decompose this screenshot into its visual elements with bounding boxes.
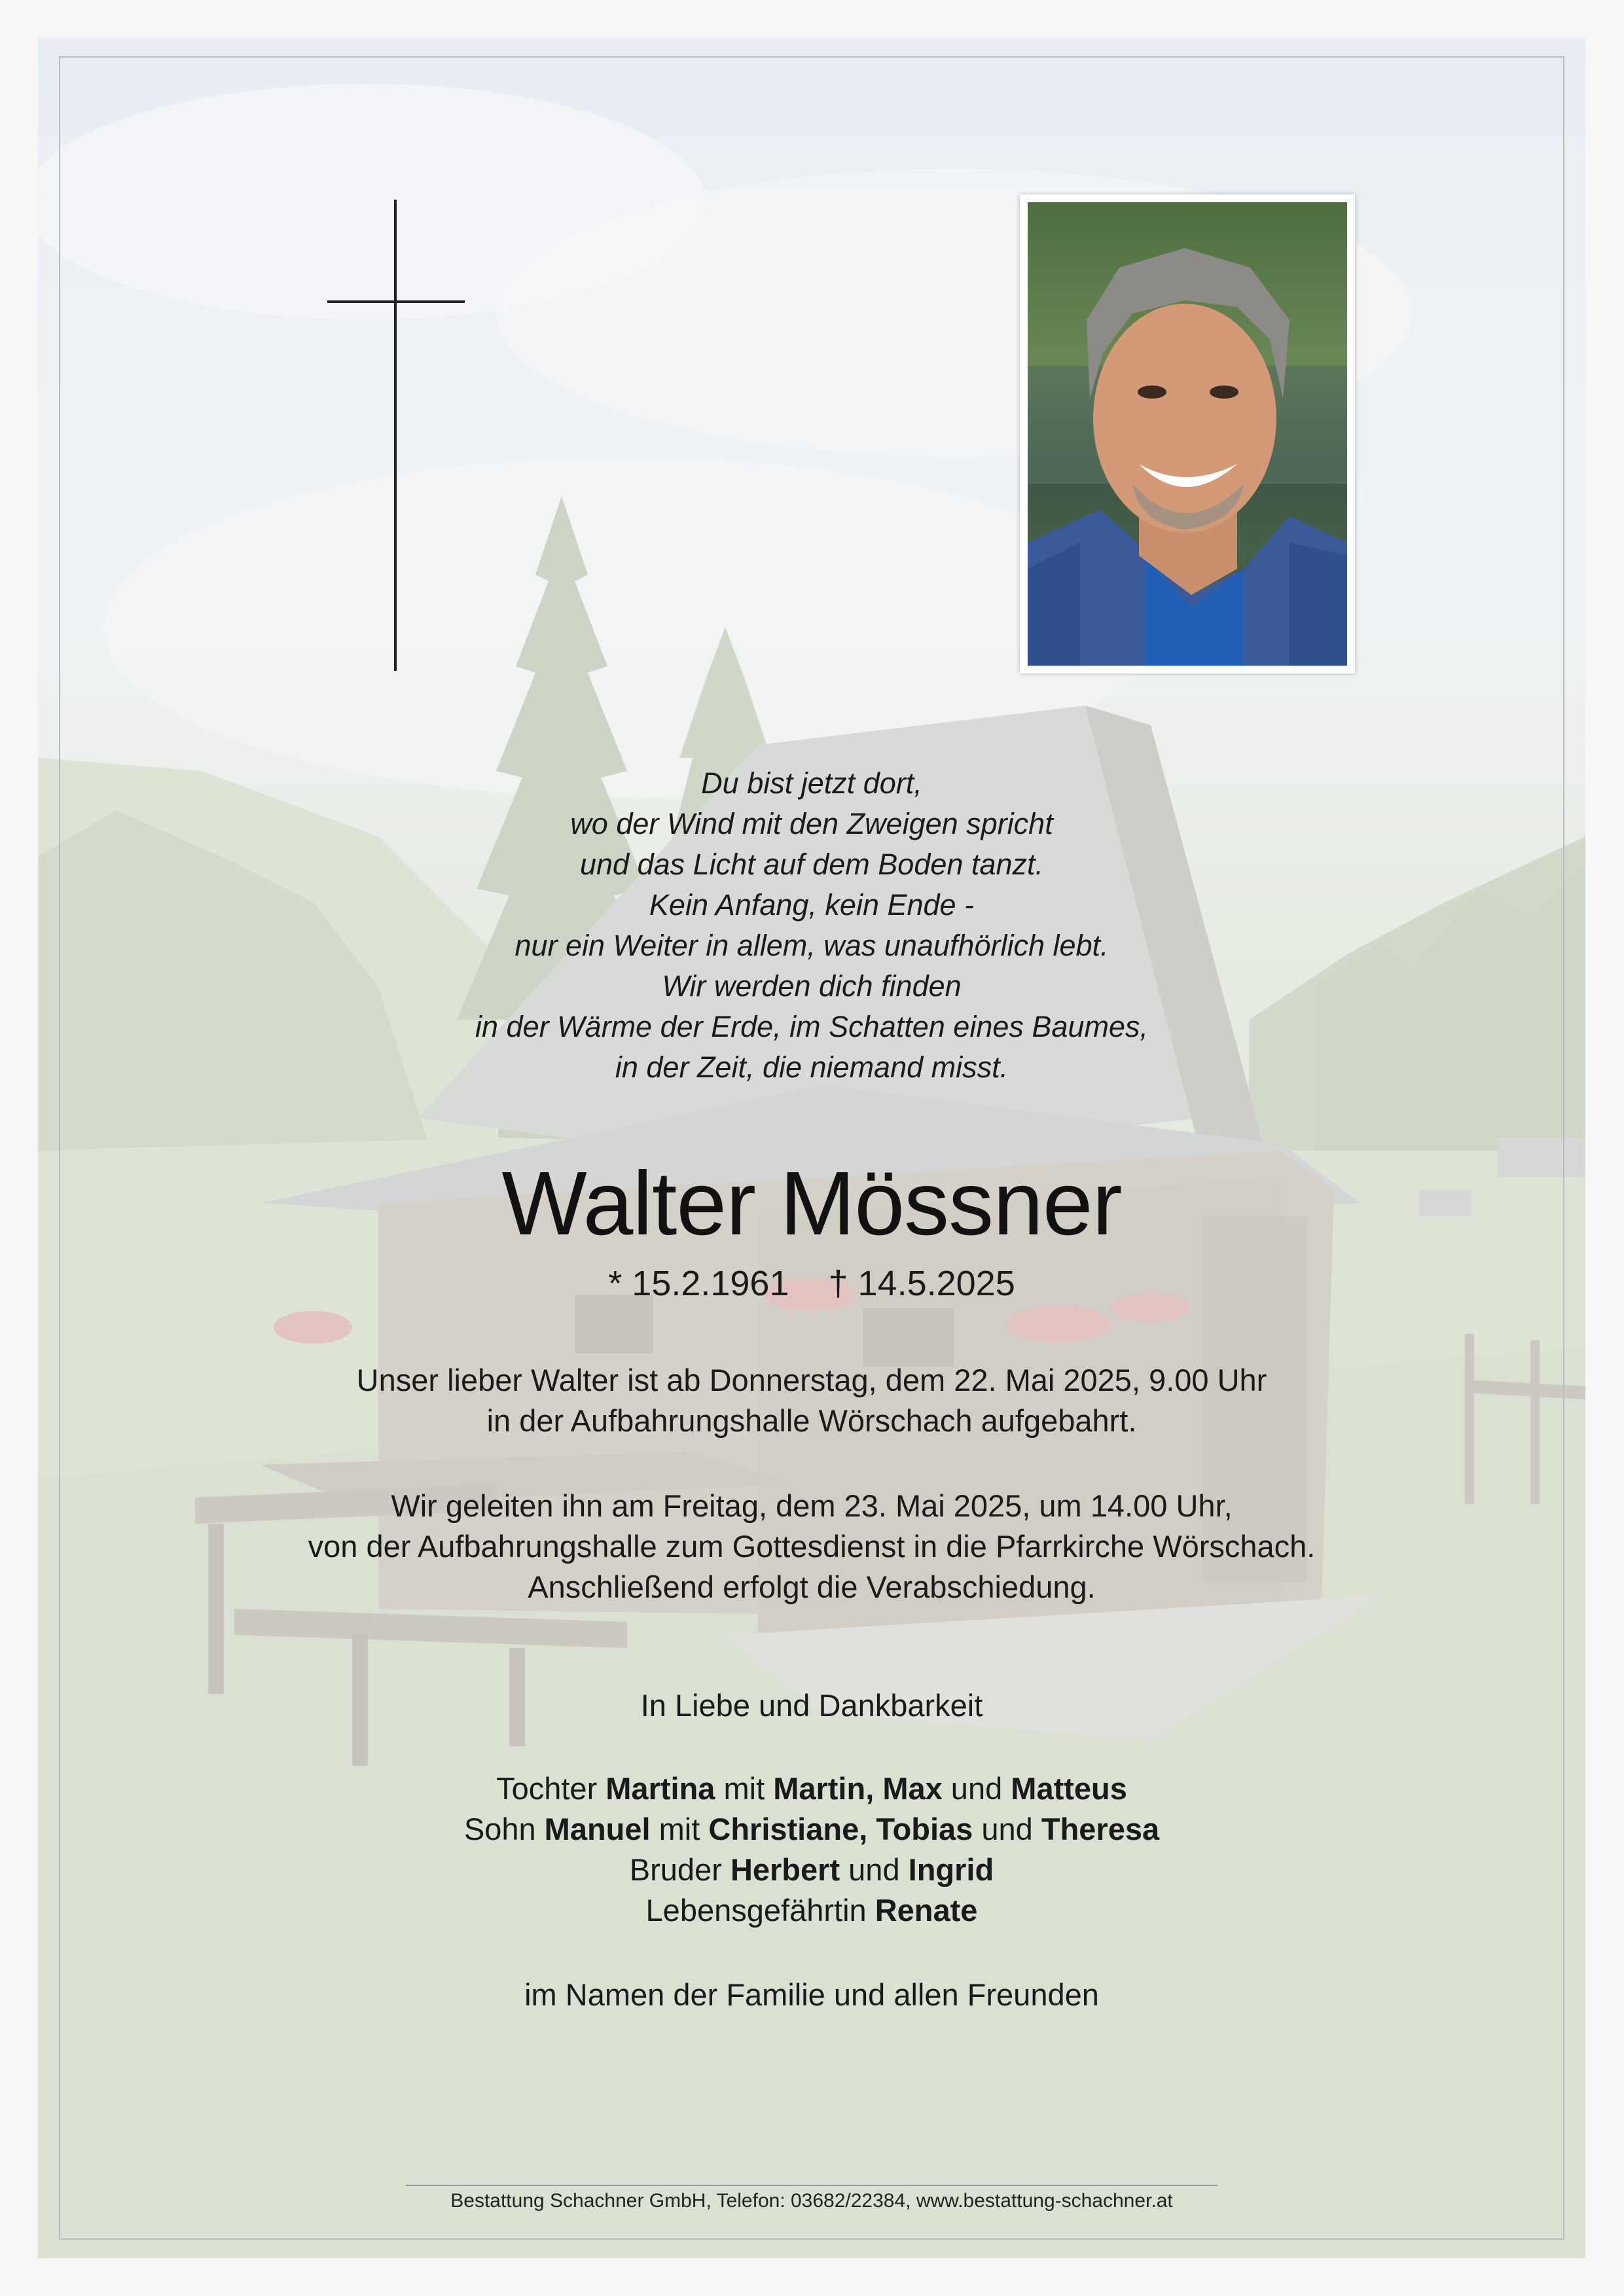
relation-label: Tochter <box>496 1771 606 1806</box>
funeral-announcement <box>131 1486 1492 1607</box>
family-member-name: Matteus <box>1011 1771 1127 1806</box>
family-line-partner <box>196 1890 1427 1931</box>
relation-label: Lebensgefährtin <box>645 1893 875 1928</box>
family-line-brother <box>196 1850 1427 1890</box>
family-member-name: Martina <box>605 1771 715 1806</box>
relation-label: Bruder <box>629 1852 731 1887</box>
funeral-home-footer: Bestattung Schachner GmbH, Telefon: 03682/22384, www.bestattung-schachner.at <box>450 2190 1173 2212</box>
poem-line: Du bist jetzt dort, <box>701 766 922 800</box>
poem-line: in der Zeit, die niemand misst. <box>615 1050 1009 1084</box>
poem-line: in der Wärme der Erde, im Schatten eines Baumes, <box>475 1010 1148 1043</box>
poem-line: Kein Anfang, kein Ende - <box>649 888 975 922</box>
family-member-name: Manuel <box>544 1812 651 1846</box>
poem-line: wo der Wind mit den Zweigen spricht <box>570 807 1053 840</box>
announcement-line: Anschließend erfolgt die Verabschiedung. <box>528 1570 1096 1604</box>
connector-text: und <box>973 1812 1041 1846</box>
death-date: † 14.5.2025 <box>828 1264 1015 1303</box>
memorial-poem <box>196 763 1427 1088</box>
family-member-name: Christiane, Tobias <box>708 1812 973 1846</box>
family-list <box>196 1768 1427 1931</box>
connector-text: und <box>942 1771 1011 1806</box>
viewing-announcement <box>131 1360 1492 1441</box>
poem-line: nur ein Weiter in allem, was unaufhörlich lebt. <box>514 929 1109 962</box>
birth-date: * 15.2.1961 <box>608 1264 789 1303</box>
family-member-name: Ingrid <box>908 1852 994 1887</box>
family-line-daughter <box>196 1768 1427 1809</box>
relation-label: Sohn <box>463 1812 545 1846</box>
poem-line: Wir werden dich finden <box>662 969 962 1003</box>
announcement-line: in der Aufbahrungshalle Wörschach aufgebahrt. <box>486 1403 1137 1438</box>
connector-text: mit <box>715 1771 774 1806</box>
life-dates <box>196 1263 1427 1304</box>
friends-phrase: im Namen der Familie und allen Freunden <box>524 1977 1099 2012</box>
portrait-photo <box>1020 194 1355 673</box>
family-member-name: Herbert <box>730 1852 840 1887</box>
announcement-line: von der Aufbahrungshalle zum Gottesdienst in die Pfarrkirche Wörschach. <box>308 1529 1316 1564</box>
announcement-line: Unser lieber Walter ist ab Donnerstag, dem 22. Mai 2025, 9.00 Uhr <box>356 1363 1267 1397</box>
connector-text: und <box>840 1852 909 1887</box>
footer-divider <box>406 2185 1218 2186</box>
family-line-son <box>196 1809 1427 1850</box>
cross-icon <box>327 200 465 671</box>
poem-line: und das Licht auf dem Boden tanzt. <box>580 848 1043 881</box>
family-member-name: Theresa <box>1041 1812 1160 1846</box>
connector-text: mit <box>650 1812 709 1846</box>
closing-phrase: In Liebe und Dankbarkeit <box>640 1688 983 1723</box>
family-member-name: Martin, Max <box>773 1771 943 1806</box>
family-member-name: Renate <box>875 1893 978 1928</box>
deceased-name: Walter Mössner <box>501 1153 1122 1254</box>
announcement-line: Wir geleiten ihn am Freitag, dem 23. Mai 2025, um 14.00 Uhr, <box>391 1488 1233 1523</box>
